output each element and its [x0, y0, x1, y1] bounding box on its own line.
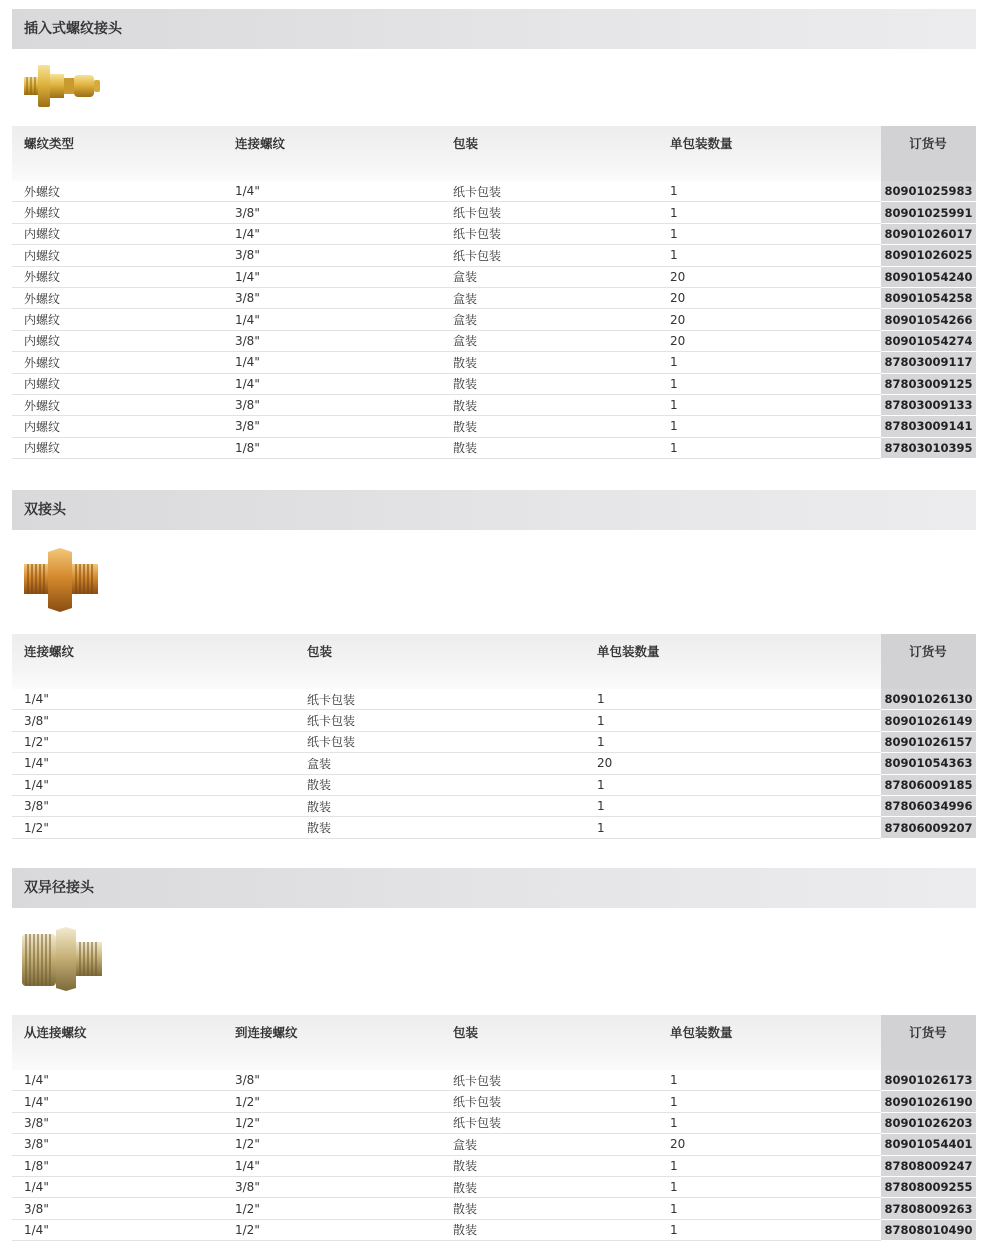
- table-cell: 盒装: [441, 1134, 658, 1155]
- table-cell: 外螺纹: [12, 352, 223, 373]
- table-cell: 1/4": [12, 1091, 223, 1112]
- order-number-cell: 80901054274: [881, 330, 976, 351]
- table-cell: 3/8": [223, 1176, 441, 1197]
- table-cell: 1: [658, 416, 881, 437]
- table-cell: 1: [658, 1070, 881, 1091]
- table-cell: 散装: [441, 416, 658, 437]
- column-header-order-no: 订货号: [881, 1015, 976, 1070]
- table-cell: 纸卡包装: [441, 202, 658, 223]
- column-header: 螺纹类型: [12, 126, 223, 181]
- column-header: 从连接螺纹: [12, 1015, 223, 1070]
- table-cell: 1: [658, 373, 881, 394]
- table-row: [12, 1112, 976, 1133]
- table-cell: 1/4": [12, 1219, 223, 1240]
- table-cell: 1/2": [223, 1134, 441, 1155]
- table-cell: 3/8": [223, 202, 441, 223]
- order-number-cell: 87806034996: [881, 795, 976, 816]
- table-cell: 内螺纹: [12, 245, 223, 266]
- table-cell: 外螺纹: [12, 394, 223, 415]
- table-row: [12, 1155, 976, 1176]
- table-cell: 纸卡包装: [441, 1070, 658, 1091]
- table-cell: 1/2": [12, 731, 295, 752]
- table-cell: 1/2": [223, 1091, 441, 1112]
- table-row: [12, 245, 976, 266]
- table-cell: 1: [658, 181, 881, 202]
- column-header: 连接螺纹: [12, 634, 295, 689]
- table-body: [12, 1070, 976, 1241]
- table-cell: 盒装: [441, 266, 658, 287]
- table-cell: 盒装: [295, 753, 585, 774]
- order-number-cell: 87808009263: [881, 1198, 976, 1219]
- table-row: [12, 1091, 976, 1112]
- table-cell: 20: [658, 1134, 881, 1155]
- table-cell: 1: [658, 394, 881, 415]
- table-cell: 纸卡包装: [441, 181, 658, 202]
- double-nipple-image: [22, 546, 104, 614]
- table-cell: 外螺纹: [12, 202, 223, 223]
- table-cell: 1/2": [223, 1112, 441, 1133]
- table-cell: 3/8": [12, 1112, 223, 1133]
- table-row: [12, 731, 976, 752]
- order-number-cell: 87803009125: [881, 373, 976, 394]
- order-number-cell: 80901025991: [881, 202, 976, 223]
- table-cell: 外螺纹: [12, 181, 223, 202]
- column-header: 包装: [441, 1015, 658, 1070]
- table-cell: 散装: [295, 774, 585, 795]
- table-cell: 纸卡包装: [441, 1091, 658, 1112]
- table-row: [12, 416, 976, 437]
- order-number-cell: 80901054266: [881, 309, 976, 330]
- table-row: [12, 394, 976, 415]
- table-cell: 内螺纹: [12, 373, 223, 394]
- table-cell: 散装: [441, 1155, 658, 1176]
- order-number-cell: 87806009207: [881, 817, 976, 838]
- table-cell: 1: [658, 1155, 881, 1176]
- table-cell: 1/2": [223, 1198, 441, 1219]
- table-cell: 外螺纹: [12, 266, 223, 287]
- table-cell: 1/4": [12, 774, 295, 795]
- table-cell: 1/8": [223, 437, 441, 458]
- table-cell: 内螺纹: [12, 330, 223, 351]
- table-cell: 3/8": [223, 416, 441, 437]
- table-row: [12, 352, 976, 373]
- table-row: [12, 774, 976, 795]
- table-row: [12, 795, 976, 816]
- table-cell: 纸卡包装: [441, 1112, 658, 1133]
- order-number-cell: 80901026203: [881, 1112, 976, 1133]
- table-row: [12, 689, 976, 710]
- table-header-row: [12, 1015, 976, 1070]
- column-header: 包装: [441, 126, 658, 181]
- table-header-row: [12, 126, 976, 181]
- table-row: [12, 753, 976, 774]
- table-cell: 1/4": [12, 1176, 223, 1197]
- table-cell: 散装: [441, 394, 658, 415]
- table-cell: 1: [585, 817, 881, 838]
- order-number-cell: 87808009247: [881, 1155, 976, 1176]
- table-cell: 1: [585, 731, 881, 752]
- table-cell: 纸卡包装: [441, 245, 658, 266]
- table-cell: 散装: [441, 1176, 658, 1197]
- table-cell: 盒装: [441, 330, 658, 351]
- table-cell: 3/8": [223, 245, 441, 266]
- data-table: [12, 1015, 976, 1241]
- section-title: 插入式螺纹接头: [12, 9, 976, 49]
- table-cell: 纸卡包装: [295, 689, 585, 710]
- table-row: [12, 266, 976, 287]
- table-cell: 1: [658, 437, 881, 458]
- reducing-nipple-image: [20, 926, 106, 992]
- table-cell: 1/4": [223, 309, 441, 330]
- table-cell: 1/4": [223, 352, 441, 373]
- column-header-order-no: 订货号: [881, 126, 976, 181]
- table-cell: 散装: [441, 1198, 658, 1219]
- table-row: [12, 437, 976, 458]
- table-row: [12, 817, 976, 838]
- table-cell: 纸卡包装: [295, 710, 585, 731]
- section-reducing-nipple: [12, 868, 976, 1238]
- table-cell: 1/2": [223, 1219, 441, 1240]
- order-number-cell: 80901026017: [881, 223, 976, 244]
- column-header: 单包装数量: [658, 126, 881, 181]
- table-cell: 1: [585, 795, 881, 816]
- data-table: [12, 126, 976, 459]
- table-row: [12, 287, 976, 308]
- order-number-cell: 80901026173: [881, 1070, 976, 1091]
- table-cell: 1: [585, 689, 881, 710]
- order-number-cell: 87803010395: [881, 437, 976, 458]
- table-cell: 散装: [441, 1219, 658, 1240]
- table-body: [12, 689, 976, 838]
- table-cell: 散装: [441, 373, 658, 394]
- order-number-cell: 80901025983: [881, 181, 976, 202]
- table-cell: 散装: [441, 352, 658, 373]
- column-header: 到连接螺纹: [223, 1015, 441, 1070]
- table-row: [12, 309, 976, 330]
- table-cell: 1: [658, 245, 881, 266]
- table-cell: 20: [658, 309, 881, 330]
- table-cell: 3/8": [223, 330, 441, 351]
- table-row: [12, 710, 976, 731]
- table-cell: 1: [658, 202, 881, 223]
- table-row: [12, 373, 976, 394]
- section-title: 双异径接头: [12, 868, 976, 908]
- table-cell: 散装: [295, 817, 585, 838]
- column-header: 单包装数量: [658, 1015, 881, 1070]
- order-number-cell: 80901026025: [881, 245, 976, 266]
- table-cell: 1: [658, 1176, 881, 1197]
- order-number-cell: 87806009185: [881, 774, 976, 795]
- order-number-cell: 80901026149: [881, 710, 976, 731]
- order-number-cell: 87808010490: [881, 1219, 976, 1240]
- table-cell: 1/4": [223, 181, 441, 202]
- table-cell: 3/8": [12, 1134, 223, 1155]
- table-cell: 3/8": [223, 1070, 441, 1091]
- table-cell: 1: [658, 1198, 881, 1219]
- table-cell: 1/8": [12, 1155, 223, 1176]
- table-row: [12, 181, 976, 202]
- table-body: [12, 181, 976, 459]
- data-table: [12, 634, 976, 839]
- table-cell: 1/4": [12, 1070, 223, 1091]
- table-cell: 内螺纹: [12, 309, 223, 330]
- table-cell: 纸卡包装: [441, 223, 658, 244]
- table-cell: 1/4": [12, 689, 295, 710]
- table-cell: 3/8": [223, 394, 441, 415]
- section-title: 双接头: [12, 490, 976, 530]
- table-cell: 1: [585, 710, 881, 731]
- column-header: 单包装数量: [585, 634, 881, 689]
- table-row: [12, 1134, 976, 1155]
- table-row: [12, 202, 976, 223]
- order-number-cell: 87808009255: [881, 1176, 976, 1197]
- table-cell: 20: [658, 287, 881, 308]
- section-double-nipple: [12, 490, 976, 836]
- table-cell: 3/8": [12, 710, 295, 731]
- table-cell: 1: [658, 1091, 881, 1112]
- table-cell: 1: [658, 223, 881, 244]
- table-cell: 3/8": [223, 287, 441, 308]
- order-number-cell: 80901054363: [881, 753, 976, 774]
- table-cell: 1/4": [223, 1155, 441, 1176]
- table-cell: 纸卡包装: [295, 731, 585, 752]
- table-cell: 内螺纹: [12, 437, 223, 458]
- table-row: [12, 223, 976, 244]
- order-number-cell: 80901026130: [881, 689, 976, 710]
- order-number-cell: 87803009133: [881, 394, 976, 415]
- table-cell: 外螺纹: [12, 287, 223, 308]
- table-cell: 1/4": [12, 753, 295, 774]
- table-cell: 散装: [295, 795, 585, 816]
- order-number-cell: 87803009141: [881, 416, 976, 437]
- column-header: 包装: [295, 634, 585, 689]
- order-number-cell: 80901026190: [881, 1091, 976, 1112]
- table-cell: 1: [658, 352, 881, 373]
- table-row: [12, 1070, 976, 1091]
- table-row: [12, 330, 976, 351]
- table-header-row: [12, 634, 976, 689]
- column-header-order-no: 订货号: [881, 634, 976, 689]
- table-cell: 1/4": [223, 223, 441, 244]
- table-cell: 散装: [441, 437, 658, 458]
- order-number-cell: 80901054258: [881, 287, 976, 308]
- table-cell: 1/4": [223, 266, 441, 287]
- table-cell: 盒装: [441, 287, 658, 308]
- section-plug-connector: [12, 9, 976, 454]
- table-row: [12, 1198, 976, 1219]
- table-cell: 盒装: [441, 309, 658, 330]
- table-cell: 3/8": [12, 1198, 223, 1219]
- table-cell: 1: [658, 1112, 881, 1133]
- table-cell: 1: [585, 774, 881, 795]
- table-row: [12, 1176, 976, 1197]
- table-cell: 内螺纹: [12, 416, 223, 437]
- order-number-cell: 87803009117: [881, 352, 976, 373]
- column-header: 连接螺纹: [223, 126, 441, 181]
- table-cell: 3/8": [12, 795, 295, 816]
- table-cell: 20: [585, 753, 881, 774]
- order-number-cell: 80901054240: [881, 266, 976, 287]
- table-cell: 20: [658, 330, 881, 351]
- table-cell: 内螺纹: [12, 223, 223, 244]
- table-cell: 1/4": [223, 373, 441, 394]
- plug-connector-image: [22, 61, 104, 111]
- table-cell: 1/2": [12, 817, 295, 838]
- table-row: [12, 1219, 976, 1240]
- order-number-cell: 80901054401: [881, 1134, 976, 1155]
- table-cell: 20: [658, 266, 881, 287]
- table-cell: 1: [658, 1219, 881, 1240]
- order-number-cell: 80901026157: [881, 731, 976, 752]
